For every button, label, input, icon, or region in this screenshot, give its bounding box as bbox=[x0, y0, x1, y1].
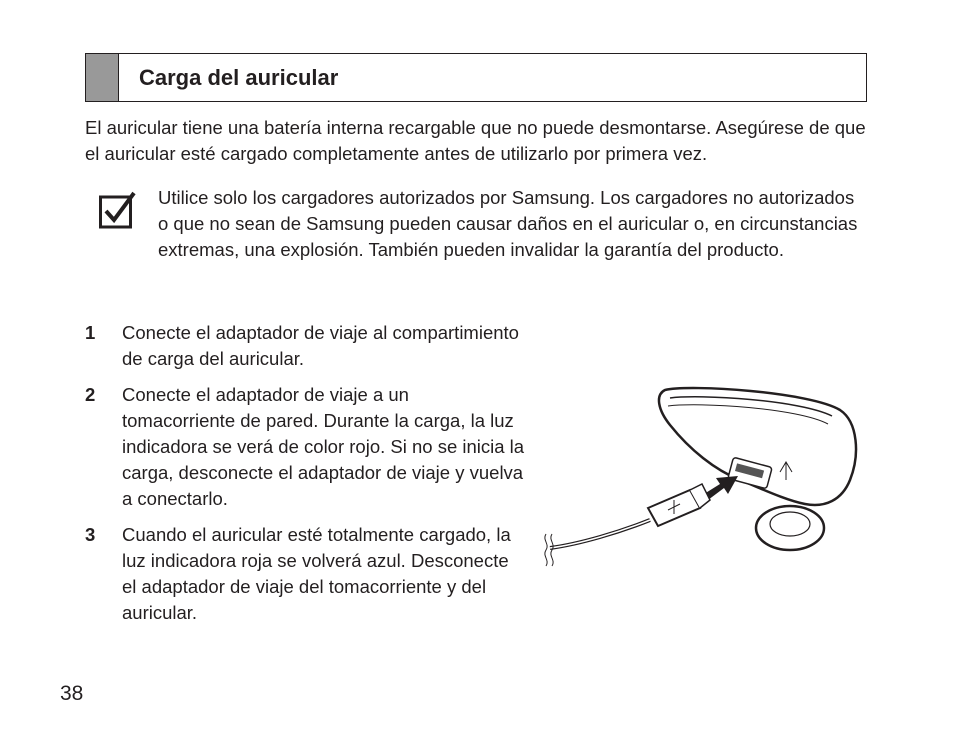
section-header bbox=[85, 53, 867, 102]
section-tab bbox=[86, 54, 119, 101]
page-number: 38 bbox=[60, 682, 84, 705]
step-item bbox=[85, 522, 525, 626]
step-text: Cuando el auricular esté totalmente cargado, la luz indicadora roja se volverá azul. Desconecte el adaptador de viaje del tomacorriente y del auricular. bbox=[122, 524, 511, 623]
arrow-icon bbox=[704, 476, 738, 500]
step-number: 2 bbox=[85, 384, 96, 405]
note-text: Utilice solo los cargadores autorizados por Samsung. Los cargadores no autorizados o que no sean de Samsung pueden causar daños en el auricular o, en circunstancias extremas, una explosión. También pueden invalidar la garantía del producto. bbox=[158, 187, 858, 260]
steps-list bbox=[85, 320, 525, 636]
headset-charging-illustration bbox=[540, 380, 870, 580]
cable bbox=[550, 520, 650, 548]
headset-body bbox=[659, 388, 856, 505]
step-text: Conecte el adaptador de viaje a un tomacorriente de pared. Durante la carga, la luz indicadora se verá de color rojo. Si no se inicia la carga, desconecte el adaptador de viaje y vuelva a conectarlo. bbox=[122, 384, 525, 509]
step-item bbox=[85, 382, 525, 512]
step-number: 3 bbox=[85, 524, 96, 545]
step-number: 1 bbox=[85, 322, 96, 343]
intro-paragraph: El auricular tiene una batería interna recargable que no puede desmontarse. Asegúrese de que el auricular esté cargado completamente antes de utilizarlo por primera vez. bbox=[85, 117, 866, 164]
checkmark-note-icon bbox=[99, 191, 137, 229]
section-title: Carga del auricular bbox=[139, 65, 339, 90]
step-text: Conecte el adaptador de viaje al compartimiento de carga del auricular. bbox=[122, 322, 519, 369]
step-item bbox=[85, 320, 525, 372]
